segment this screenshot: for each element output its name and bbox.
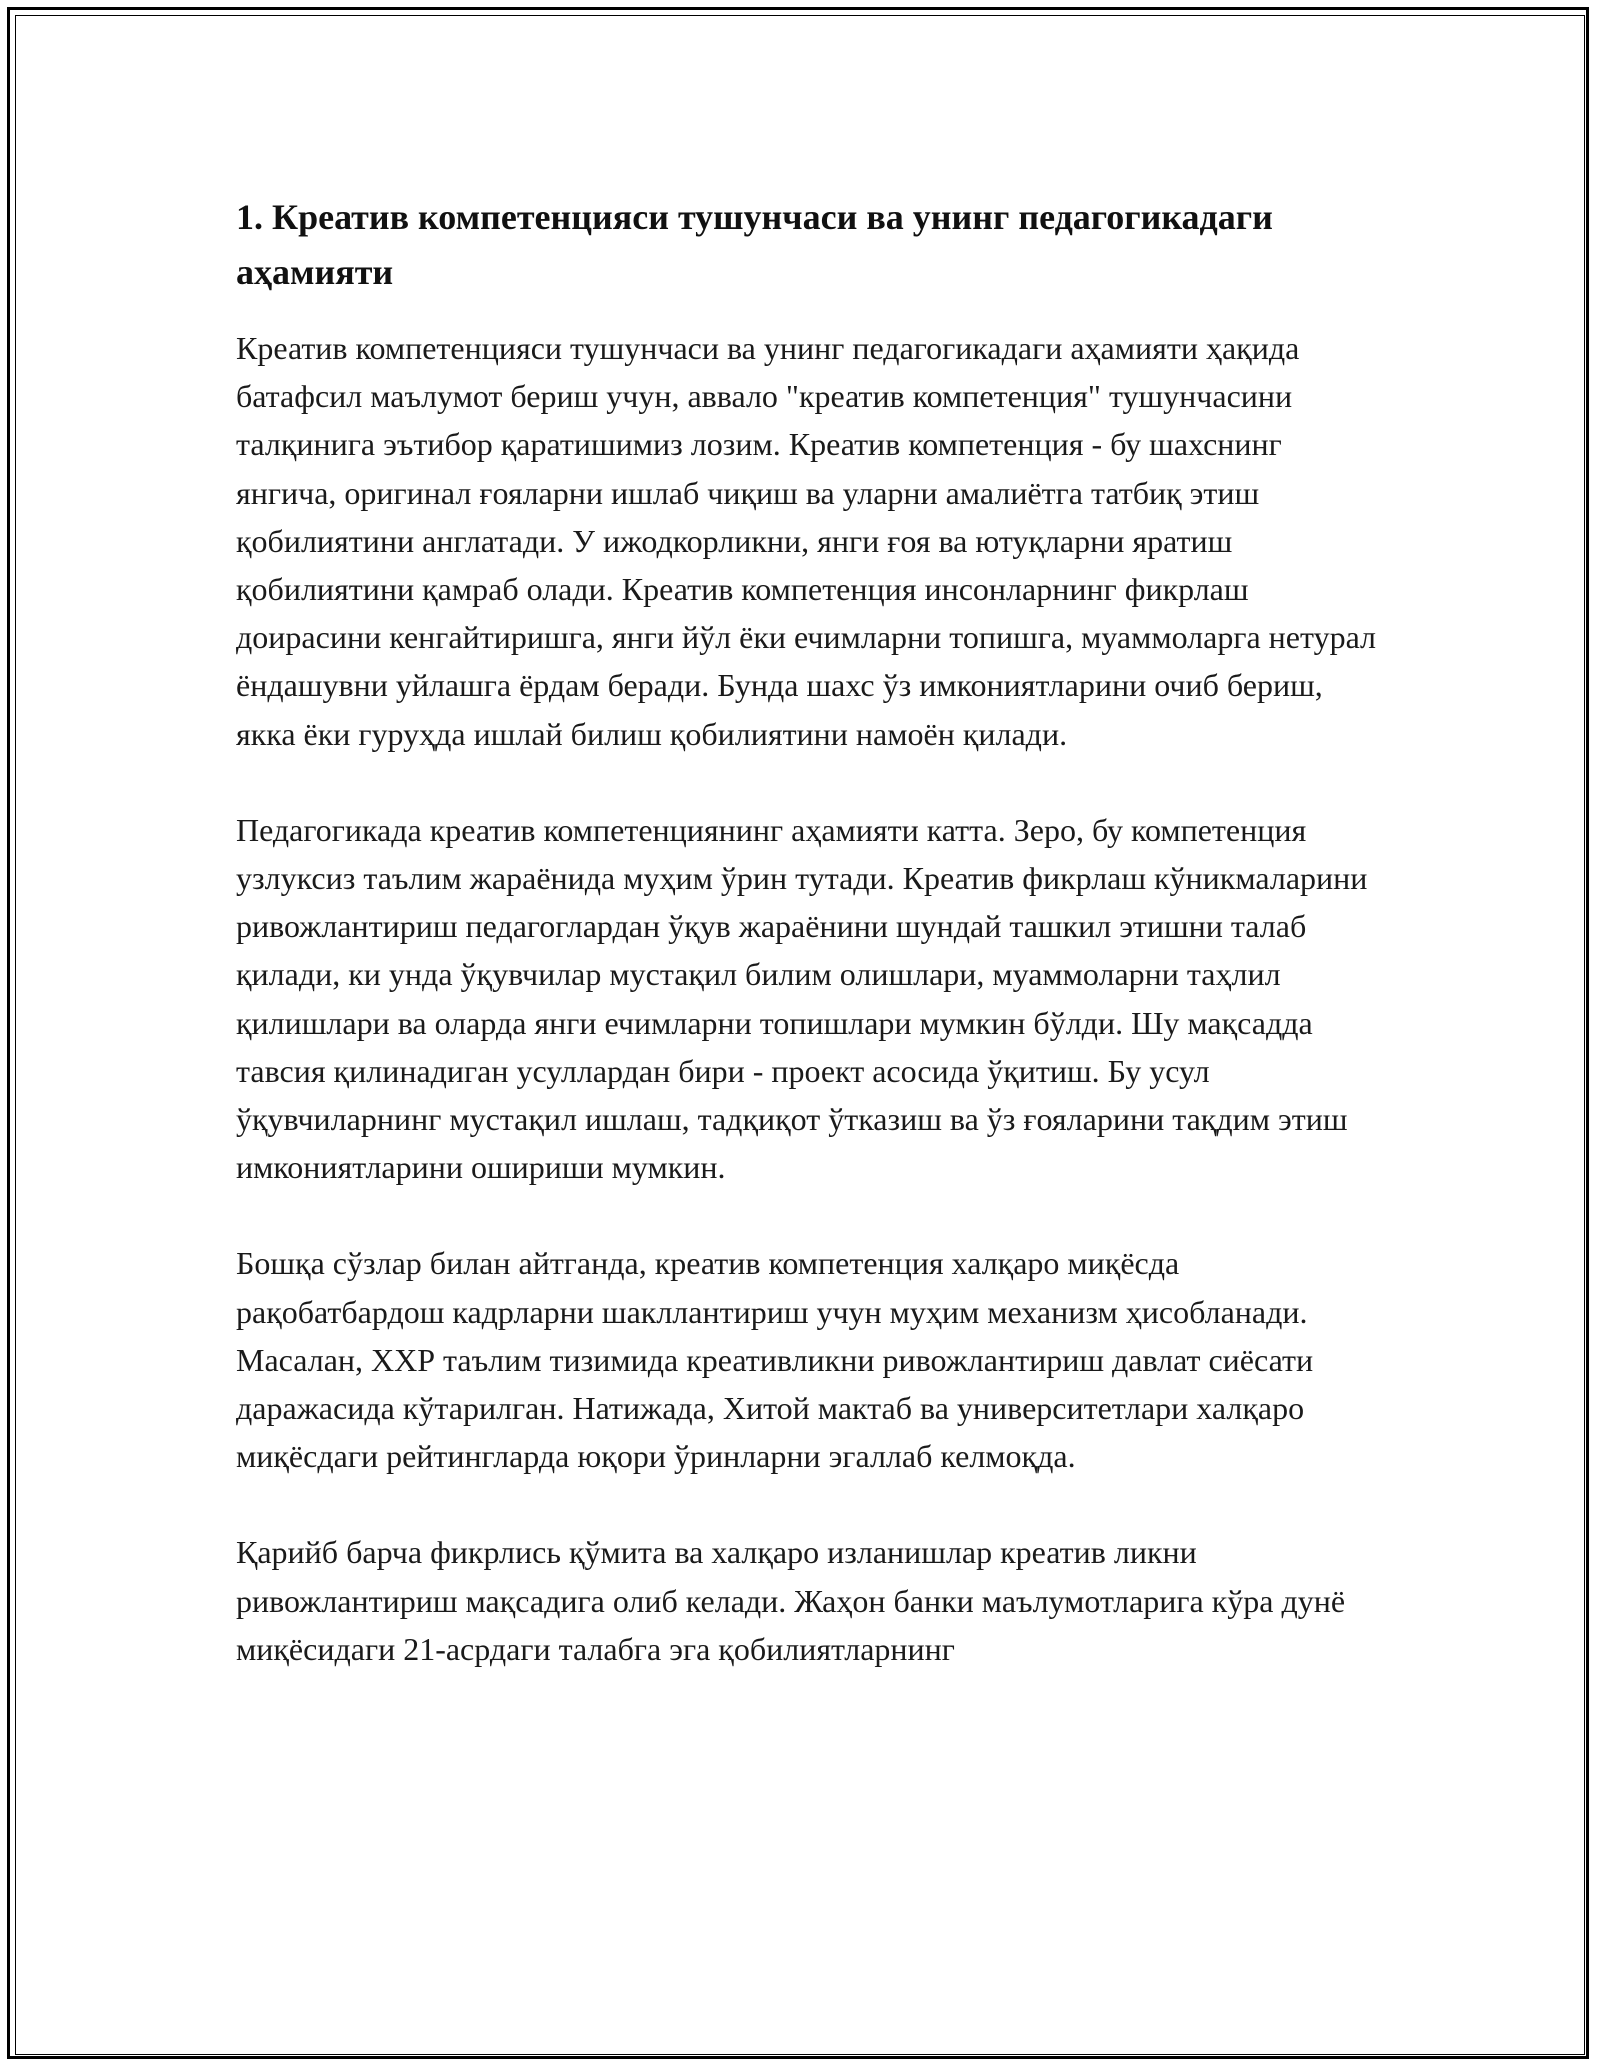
paragraph-2: Педагогикада креатив компетенциянинг аҳамияти катта. Зеро, бу компетенция узлуксиз таълим жараёнида муҳим ўрин тутади. Креатив фикрлаш кўникмаларини ривожлантириш педагоглардан ўқув жараёнини шундай ташкил этишни талаб қилади, ки унда ўқувчилар мустақил билим олишлари, муаммоларни таҳлил қилишлари ва оларда янги ечимларни топишлари мумкин бўлди. Шу мақсадда тавсия қилинадиган усуллардан бири - проект асосида ўқитиш. Бу усул ўқувчиларнинг мустақил ишлаш, тадқиқот ўтказиш ва ўз ғояларини тақдим этиш имкониятларини ошириши мумкин.	[236, 811, 1368, 1186]
section-heading: 1. Креатив компетенцияси тушунчаси ва унинг педагогикадаги аҳамияти	[236, 197, 1273, 292]
paragraph-3: Бошқа сўзлар билан айтганда, креатив компетенция халқаро миқёсда рақобатбардош кадрларни шакллантириш учун муҳим механизм ҳисобланади. Масалан, ХХР таълим тизимида креативликни ривожлантириш давлат сиёсати даражасида кўтарилган. Натижада, Хитой мактаб ва университетлари халқаро миқёсдаги рейтингларда юқори ўринларни эгаллаб келмоқда.	[236, 1245, 1314, 1475]
paragraph-1: Креатив компетенцияси тушунчаси ва унинг педагогикадаги аҳамияти ҳақида батафсил маълумот бериш учун, аввало "креатив компетенция" тушунчасини талқинига эътибор қаратишимиз лозим. Креатив компетенция - бу шахснинг янгича, оригинал ғояларни ишлаб чиқиш ва уларни амалиётга татбиқ этиш қобилиятини англатади. У ижодкорликни, янги ғоя ва ютуқларни яратиш қобилиятини қамраб олади. Креатив компетенция инсонларнинг фикрлаш доирасини кенгайтиришга, янги йўл ёки ечимларни топишга, муаммоларга нетурал ёндашувни уйлашга ёрдам беради. Бунда шахс ўз имкониятларини очиб бериш, якка ёки гуруҳда ишлай билиш қобилиятини намоён қилади.	[236, 330, 1377, 752]
paragraph-4: Қарийб барча фикрлись қўмита ва халқаро изланишлар креатив ликни ривожлантириш мақсадига олиб келади. Жаҳон банки маълумотларига кўра дунё миқёсидаги 21-асрдаги талабга эга қобилиятларнинг	[236, 1534, 1346, 1667]
document-body	[236, 190, 1376, 1721]
